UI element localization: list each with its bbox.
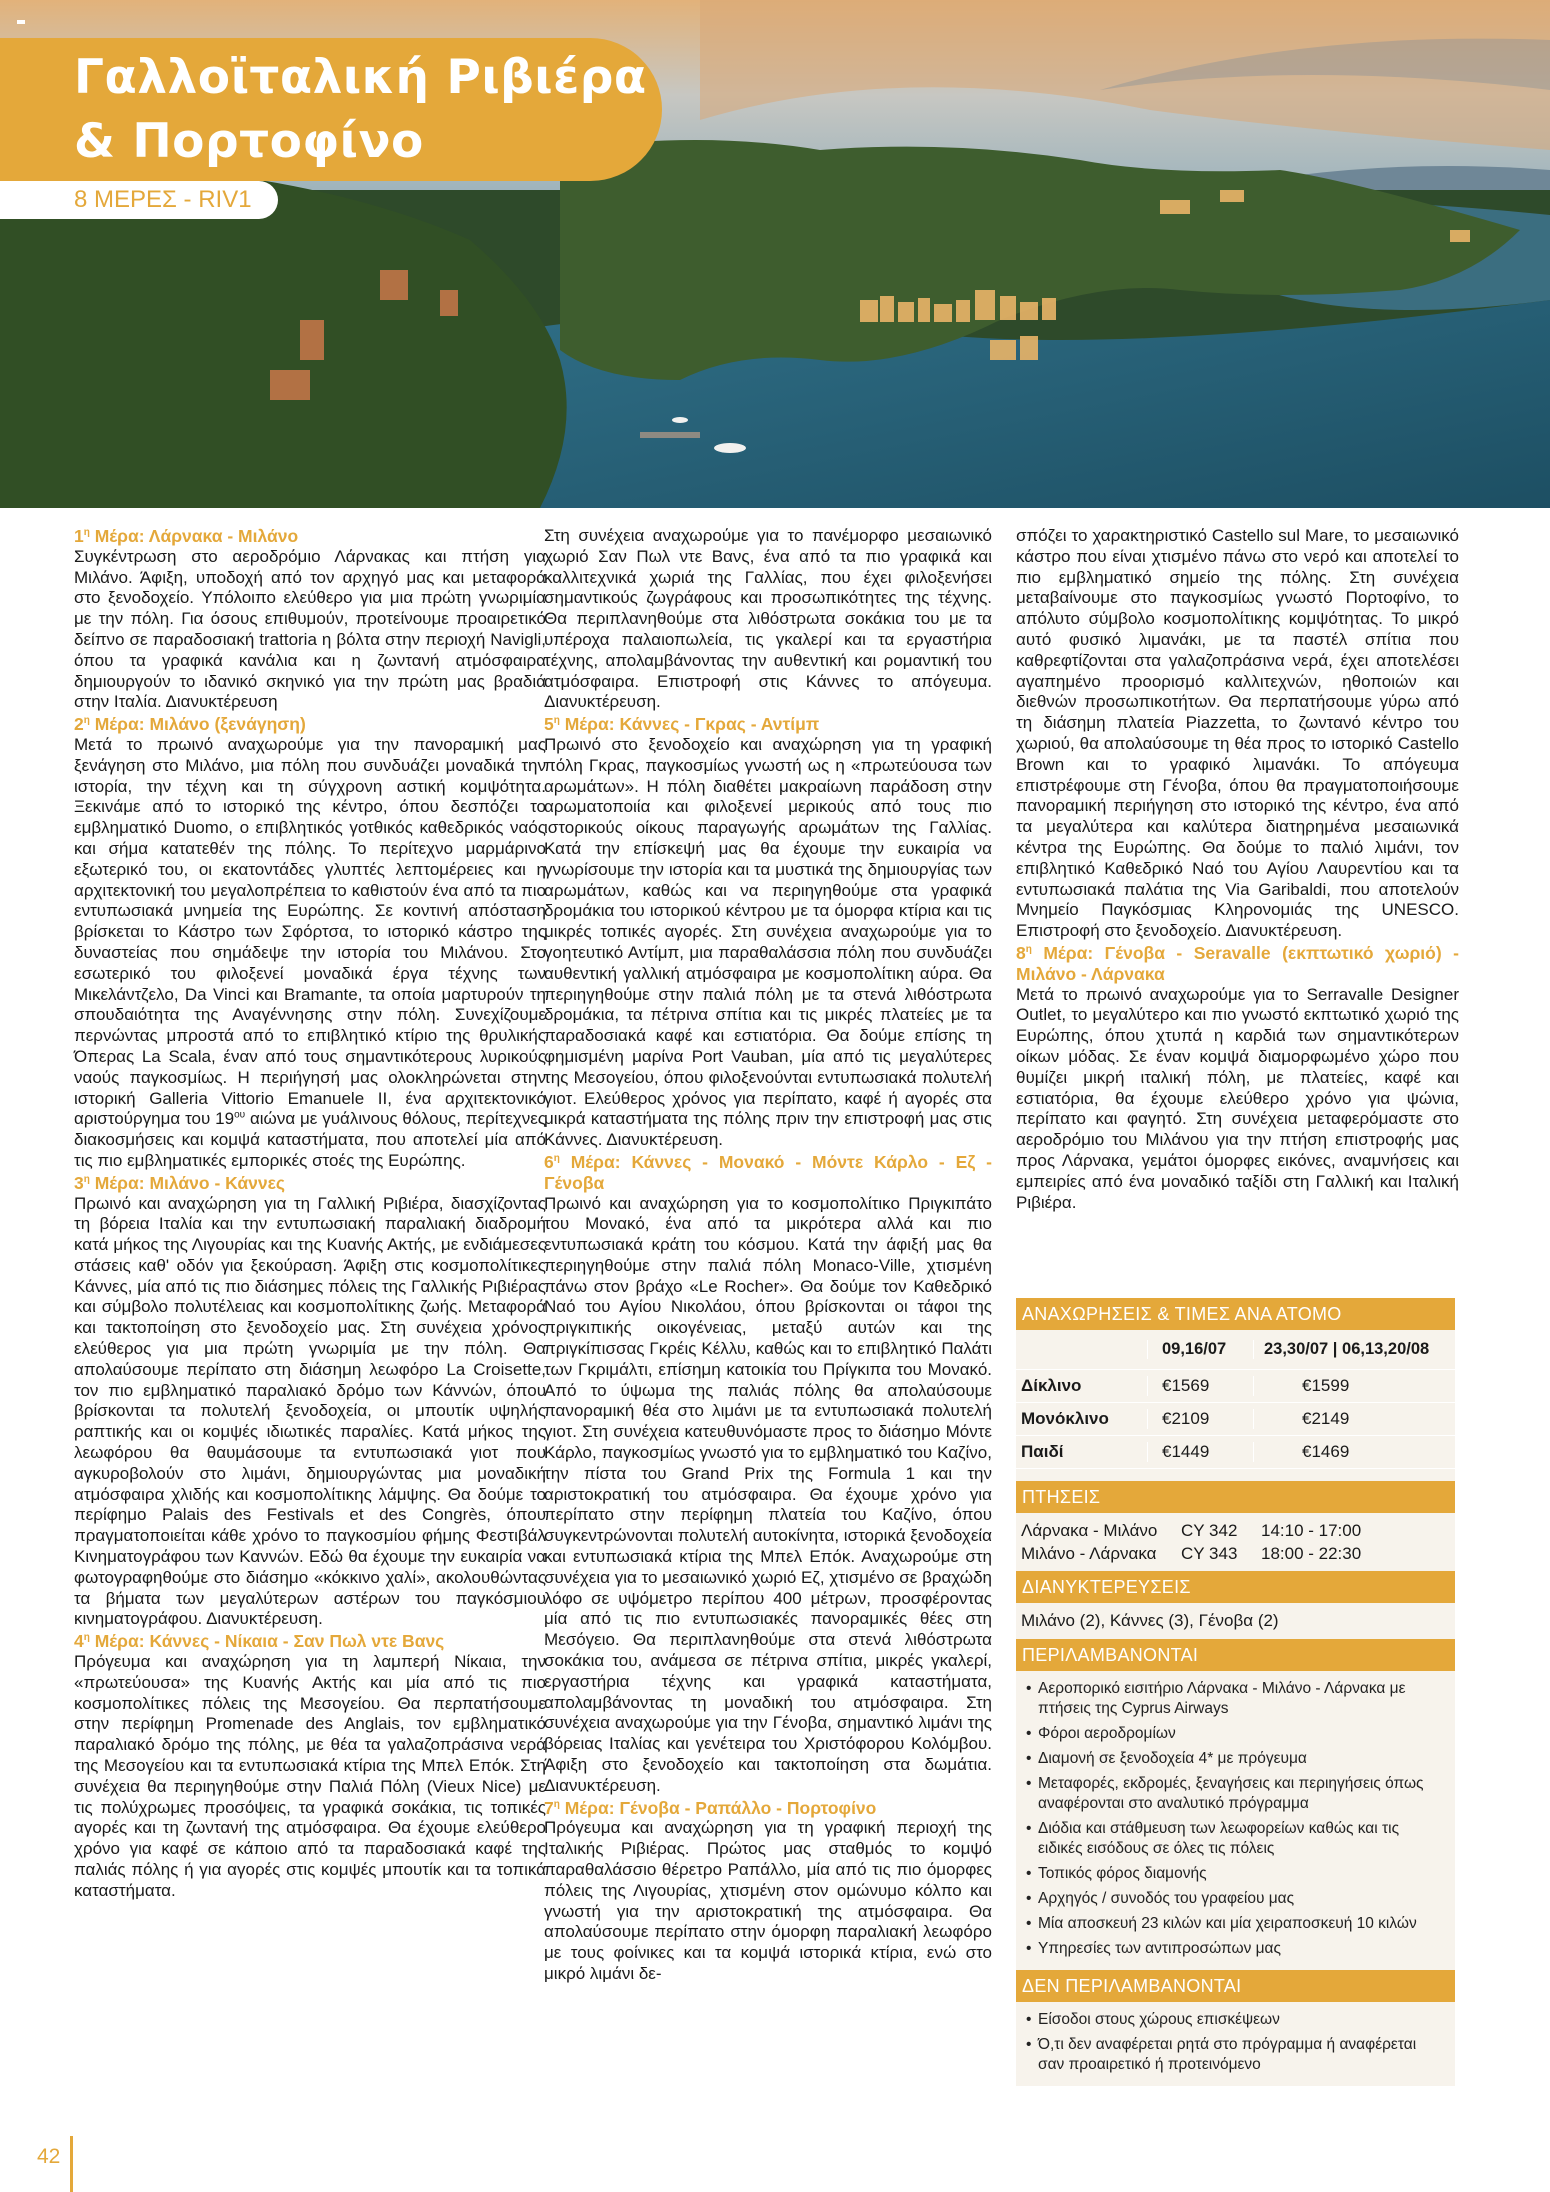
price-value: €1449 [1147, 1442, 1253, 1462]
price-value: €2109 [1147, 1409, 1253, 1429]
day-3-heading [74, 1173, 546, 1194]
flight-route: Λάρνακα - Μιλάνο [1021, 1521, 1158, 1540]
price-header-dates-a: 09,16/07 [1147, 1340, 1253, 1359]
price-value: €1569 [1147, 1376, 1253, 1396]
century-ordinal: ου [234, 1109, 246, 1121]
day-ordinal: η [553, 1798, 560, 1810]
day-title: Μέρα: Μιλάνο - Κάννες [89, 1172, 286, 1193]
price-value: €1599 [1253, 1376, 1455, 1396]
flight-code: CY 342 [1181, 1521, 1238, 1540]
itinerary-column-2 [544, 526, 992, 1986]
day-number: 3 [74, 1172, 84, 1193]
day-number: 1 [74, 526, 84, 546]
included-heading: ΠΕΡΙΛΑΜΒΑΝΟΝΤΑΙ [1016, 1639, 1455, 1671]
day-number: 6 [544, 1151, 554, 1172]
day-title: Μέρα: Μιλάνο (ξενάγηση) [89, 714, 306, 735]
included-item: • Μία αποσκευή 23 κιλών και μία χειραποσκευή 10 κιλών [1026, 1914, 1445, 1934]
price-value: €1469 [1253, 1442, 1455, 1462]
itinerary-column-1 [74, 526, 546, 1903]
day-4-heading [74, 1631, 546, 1652]
day-ordinal: η [83, 715, 90, 727]
included-item: • Αεροπορικό εισιτήριο Λάρνακα - Μιλάνο - Λάρνακα με πτήσεις της Cyprus Airways [1026, 1679, 1445, 1719]
overnights-text: Μιλάνο (2), Κάννες (3), Γένοβα (2) [1016, 1603, 1455, 1639]
day-2-text [74, 735, 546, 1172]
day-title: Μέρα: Γένοβα - Seravalle (εκπτωτικό χωριό) - Μιλάνο - Λάρνακα [1016, 942, 1459, 984]
day-ordinal: η [553, 715, 560, 727]
not-included-list [1016, 2002, 1455, 2086]
day-ordinal: η [83, 1632, 90, 1644]
page-number-rule [70, 2136, 73, 2192]
flight-time: 14:10 - 17:00 [1261, 1521, 1362, 1540]
flights-heading: ΠΤΗΣΕΙΣ [1016, 1481, 1455, 1513]
day-8-text: Μετά το πρωινό αναχωρούμε για το Serravalle Designer Outlet, το μεγαλύτερο και πιο γνωστό εκπτωτικό χωριό της Ευρώπης, όπου χτυπά η καρδιά των σημαντικότερων οίκων μόδας. Σε έναν κομψά διαμορφωμένο χώρο που θυμίζει μικρή ιταλική πόλη, με πλατείες, καφέ και εστιατόρια, θα έχουμε ελεύθερο χρόνο για ψώνια, περίπατο και φαγητό. Στη συνέχεια μεταφερόμαστε στο αεροδρόμιο του Μιλάνου για την πτήση επιστροφής μας προς Λάρνακα, γεμάτοι όμορφες εικόνες, αναμνήσεις και εμπειρίες από ένα μοναδικό ταξίδι στη Γαλλική και Ιταλική Ριβιέρα. [1016, 984, 1459, 1212]
title-banner [0, 38, 662, 181]
price-header-dates-b: 23,30/07 | 06,13,20/08 [1253, 1340, 1455, 1359]
trip-info-panel [1016, 1298, 1455, 2086]
day-title: Μέρα: Γένοβα - Ραπάλλο - Πορτοφίνο [559, 1797, 877, 1818]
flight-route: Μιλάνο - Λάρνακα [1021, 1544, 1157, 1563]
day-5-text: Πρωινό στο ξενοδοχείο και αναχώρηση για τη γραφική πόλη Γκρας, παγκοσμίως γνωστή ως η «πρωτεύουσα των αρωμάτων». Η πόλη διαθέτει μακραίωνη παράδοση στην αρωματοποιία και φιλοξενεί μερικούς από τους πιο ιστορικούς οίκους παραγωγής αρωμάτων της Γαλλίας. Κατά την επίσκεψή μας θα έχουμε την ευκαιρία να γνωρίσουμε την ιστορία και τα μυστικά της δημιουργίας των αρωμάτων, καθώς και να περιηγηθούμε στα γραφικά δρομάκια του ιστορικού κέντρου με τα όμορφα κτίρια και τις μικρές τοπικές αγορές. Στη συνέχεια αναχωρούμε για το γοητευτικό Αντίμπ, μια παραθαλάσσια πόλη που συνδυάζει αυθεντική γαλλική ατμόσφαιρα με κοσμοπολίτικη αύρα. Θα περιηγηθούμε στην παλιά πόλη με τα στενά λιθόστρωτα δρομάκια, τα πέτρινα σπίτια και τις μικρές πλατείες με τα παραδοσιακά καφέ και εστιατόρια. Θα δούμε επίσης τη φημισμένη μαρίνα Port Vauban, μία από τις μεγαλύτερες της Μεσογείου, όπου φιλοξενούνται εντυπωσιακά πολυτελή γιοτ. Ελεύθερος χρόνος για περίπατο, καφέ ή αγορές στα μικρά καταστήματα της πόλης πριν την επιστροφή μας στις Κάννες. Διανυκτέρευση. [544, 734, 992, 1150]
price-value: €2149 [1253, 1409, 1455, 1429]
not-included-item: • Ό,τι δεν αναφέρεται ρητά στο πρόγραμμα ή αναφέρεται σαν προαιρετικό ή προτεινόμενο [1026, 2035, 1445, 2075]
tour-code-badge: 8 ΜΕΡΕΣ - RIV1 [0, 181, 278, 219]
corner-mark [17, 20, 25, 24]
day-title: Μέρα: Κάννες - Νίκαια - Σαν Πωλ ντε Βανς [89, 1631, 445, 1652]
price-row-single [1016, 1403, 1455, 1436]
included-list [1016, 1671, 1455, 1970]
day-number: 2 [74, 714, 84, 735]
prices-heading: ΑΝΑΧΩΡΗΣΕΙΣ & ΤΙΜΕΣ ΑΝΑ ΑΤΟΜΟ [1016, 1298, 1455, 1330]
price-table [1016, 1330, 1455, 1469]
flight-row [1021, 1519, 1455, 1542]
included-item: • Διαμονή σε ξενοδοχεία 4* με πρόγευμα [1026, 1749, 1445, 1769]
included-item: • Αρχηγός / συνοδός του γραφείου μας [1026, 1889, 1445, 1909]
page-number: 42 [37, 2145, 61, 2168]
spacer [1016, 1469, 1455, 1481]
day-2-heading [74, 714, 546, 735]
flight-code: CY 343 [1181, 1544, 1238, 1563]
price-row-child [1016, 1436, 1455, 1469]
day-number: 7 [544, 1797, 554, 1818]
day-2-text-part-1: Μετά το πρωινό αναχωρούμε για την πανοραμική μας ξενάγηση στο Μιλάνο, μια πόλη που συνδυάζει μοναδικά την ιστορία, την τέχνη και τη σύγχρονη αστική κομψότητα. Ξεκινάμε από το ιστορικό της κέντρο, όπου δεσπόζει το εμβληματικό Duomo, ο επιβλητικός γοτθικός καθεδρικός ναός και σήμα κατατεθέν της πόλης. Το περίτεχνο μαρμάρινο εξωτερικό του, οι εκατοντάδες γλυπτές λεπτομέρειες και η αρχιτεκτονική του μεγαλοπρέπεια το καθιστούν ένα από τα πιο εντυπωσιακά μνημεία της Ευρώπης. Σε κοντινή απόσταση βρίσκεται το Κάστρο των Σφόρτσα, το ιστορικό κάστρο της δυναστείας που σημάδεψε την ιστορία του Μιλάνου. Στο εσωτερικό του φιλοξενεί μοναδικά έργα τέχνης των Μικελάντζελο, Da Vinci και Bramante, τα οποία μαρτυρούν τη σπουδαιότητα της Αναγέννησης στην πόλη. Συνεχίζουμε περνώντας μπροστά από το επιβλητικό κτίριο της θρυλικής Όπερας La Scala, έναν από τους σημαντικότερους λυρικούς ναούς παγκοσμίως. Η περιήγησή μας ολοκληρώνεται στην ιστορική Galleria Vittorio Emanuele II, ένα αρχιτεκτονικό αριστούργημα του 19 [74, 734, 546, 1129]
day-4-text-continued: Στη συνέχεια αναχωρούμε για το πανέμορφο μεσαιωνικό χωριό Σαν Πωλ ντε Βανς, ένα από τα πιο γραφικά και καλλιτεχνικά χωριά της Γαλλίας, που έχει φιλοξενήσει σημαντικούς ζωγράφους και προσωπικότητες της τέχνης. Θα περιπλανηθούμε στα λιθόστρωτα σοκάκια του με τα υπέροχα παλαιοπωλεία, τις γκαλερί και τα εργαστήρια τέχνης, απολαμβάνοντας την αυθεντική και ρομαντική του ατμόσφαιρα. Επιστροφή στις Κάννες το απόγευμα. Διανυκτέρευση. [544, 526, 992, 712]
overnights-heading: ΔΙΑΝΥΚΤΕΡΕΥΣΕΙΣ [1016, 1571, 1455, 1603]
included-item: • Φόροι αεροδρομίων [1026, 1724, 1445, 1744]
day-7-text: Πρόγευμα και αναχώρηση για τη γραφική περιοχή της Ιταλικής Ριβιέρας. Πρώτος μας σταθμός το κομψό παραθαλάσσιο θέρετρο Ραπάλλο, μία από τις πιο όμορφες πόλεις της Λιγουρίας, χτισμένη στον ομώνυμο κόλπο και γνωστή για την αριστοκρατική της ατμόσφαιρα. Θα απολαύσουμε περίπατο στην όμορφη παραλιακή λεωφόρο με τους φοίνικες και τα κομψά ιστορικά κτίρια, ενώ στο μικρό λιμάνι δε- [544, 1818, 992, 1983]
day-4-text: Πρόγευμα και αναχώρηση για τη λαμπερή Νίκαια, την «πρωτεύουσα» της Κυανής Ακτής και μία από τις πιο κοσμοπολίτικες πόλεις της Μεσογείου. Θα περπατήσουμε στην περίφημη Promenade des Anglais, τον εμβληματικό παραλιακό δρόμο της πόλης, με θέα τα γαλαζοπράσινα νερά της Μεσογείου και τα εντυπωσιακά κτίρια της Μπελ Επόκ. Στη συνέχεια θα περιηγηθούμε στην Παλιά Πόλη (Vieux Nice) με τις πολύχρωμες προσόψεις, τα γραφικά σοκάκια, τις τοπικές αγορές και τη ζωντανή της ατμόσφαιρα. Θα έχουμε ελεύθερο χρόνο για καφέ σε κάποιο από τα παραδοσιακά καφέ της παλιάς πόλης ή για αγορές στις κομψές μπουτίκ και τα τοπικά καταστήματα. [74, 1652, 546, 1900]
day-title: Μέρα: Λάρνακα - Μιλάνο [89, 526, 299, 546]
flight-row [1021, 1542, 1455, 1565]
day-6-text: Πρωινό και αναχώρηση για το κοσμοπολίτικο Πριγκιπάτο του Μονακό, ένα από τα μικρότερα αλλά και πιο εντυπωσιακά κράτη του κόσμου. Κατά την άφιξή μας θα περιηγηθούμε στην παλιά πόλη Monaco-Ville, χτισμένη πάνω στον βράχο «Le Rocher». Θα δούμε τον Καθεδρικό Ναό του Αγίου Νικολάου, όπου βρίσκονται οι τάφοι της πριγκιπικής οικογένειας, μεταξύ αυτών και της πριγκίπισσας Γκρέις Κέλλυ, καθώς και το επιβλητικό Παλάτι των Γκριμάλτι, επίσημη κατοικία του Πρίγκιπα του Μονακό. Από το ύψωμα της παλιάς πόλης θα απολαύσουμε πανοραμική θέα στο λιμάνι με τα εντυπωσιακά πολυτελή γιοτ. Στη συνέχεια κατευθυνόμαστε προς το διάσημο Μόντε Κάρλο, παγκοσμίως γνωστό για το εμβληματικό του Καζίνο, την πίστα του Grand Prix της Formula 1 και την αριστοκρατική του ατμόσφαιρα. Θα έχουμε χρόνο για περίπατο στην περίφημη πλατεία του Καζίνο, όπου συγκεντρώνονται πολυτελή αυτοκίνητα, ιστορικά ξενοδοχεία και εντυπωσιακά κτίρια της Μπελ Επόκ. Αναχωρούμε στη συνέχεια για το μεσαιωνικό χωριό Εζ, χτισμένο σε βραχώδη λόφο σε υψόμετρο περίπου 400 μέτρων, προσφέροντας μία από τις πιο εντυπωσιακές πανοραμικές θέες στη Μεσόγειο. Θα περιπλανηθούμε στα στενά λιθόστρωτα σοκάκια του, ανάμεσα σε πέτρινα σπίτια, μικρές γκαλερί, εργαστήρια τέχνης και γραφικά καταστήματα, απολαμβάνοντας τη μοναδική του ατμόσφαιρα. Στη συνέχεια αναχωρούμε για την Γένοβα, σημαντικό λιμάνι της βόρειας Ιταλίας και γενέτειρα του Χριστόφορου Κολόμβου. Άφιξη στο ξενοδοχείο και τακτοποίηση στα δωμάτια. Διανυκτέρευση. [544, 1193, 993, 1795]
day-1-heading [74, 526, 546, 547]
included-item: • Διόδια και στάθμευση των λεωφορείων καθώς και τις ειδικές εισόδους σε όλες τις πόλεις [1026, 1819, 1445, 1859]
included-item: • Υπηρεσίες των αντιπροσώπων μας [1026, 1939, 1445, 1959]
day-5-heading [544, 714, 992, 735]
day-3-text: Πρωινό και αναχώρηση για τη Γαλλική Ριβιέρα, διασχίζοντας τη βόρεια Ιταλία και την εντυπωσιακή παραλιακή διαδρομή κατά μήκος της Λιγουρίας και της Κυανής Ακτής, με ενδιάμεσες στάσεις καθ' οδόν για ξεκούραση. Άφιξη στις κοσμοπολίτικες Κάννες, μία από τις πιο διάσημες πόλεις της Γαλλικής Ριβιέρας και σύμβολο πολυτέλειας και κοσμοπολίτικης ζωής. Μεταφορά και τακτοποίηση στο ξενοδοχείο μας. Στη συνέχεια χρόνος ελεύθερος για μια πρώτη γνωριμία με την πόλη. Θα απολαύσουμε περίπατο στη διάσημη λεωφόρο La Croisette, τον πιο εμβληματικό παραλιακό δρόμο των Κάννών, όπου βρίσκονται τα πολυτελή ξενοδοχεία, οι μπουτίκ υψηλής ραπτικής και οι κομψές ιδιωτικές παραλίες. Κατά μήκος της λεωφόρου θα θαυμάσουμε τα εντυπωσιακά γιοτ που αγκυροβολούν στο λιμάνι, δημιουργώντας μια μοναδική ατμόσφαιρα χλιδής και κοσμοπολίτικης λάμψης. Θα δούμε το περίφημο Palais des Festivals et des Congrès, όπου πραγματοποιείται κάθε χρόνο το παγκοσμίου φήμης Φεστιβάλ Κινηματογράφου των Καννών. Εδώ θα έχουμε την ευκαιρία να φωτογραφηθούμε στο διάσημο «κόκκινο χαλί», ακολουθώντας τα βήματα των μεγαλύτερων αστέρων του παγκόσμιου κινηματογράφου. Διανυκτέρευση. [74, 1193, 546, 1629]
page-title-line-2: & Πορτοφίνο [74, 114, 424, 169]
day-7-heading [544, 1798, 992, 1819]
day-2-text-part-2: αιώνα με γυάλινους θόλους, περίτεχνες διακοσμήσεις και κομψά καταστήματα, που αποτελεί μία από τις πιο εμβληματικές εμπορικές στοές της Ευρώπης. [74, 1109, 547, 1170]
day-8-heading [1016, 943, 1459, 985]
day-title: Μέρα: Κάννες - Μονακό - Μόντε Κάρλο - Εζ - Γένοβα [544, 1151, 992, 1193]
day-ordinal: η [553, 1153, 560, 1165]
hero-photo [0, 0, 1550, 508]
page-title-line-1: Γαλλοϊταλική Ριβιέρα [74, 50, 647, 105]
day-number: 4 [74, 1631, 84, 1652]
day-ordinal: η [1025, 944, 1032, 956]
not-included-heading: ΔΕΝ ΠΕΡΙΛΑΜΒΑΝΟΝΤΑΙ [1016, 1970, 1455, 2002]
day-6-heading [544, 1152, 992, 1194]
flight-time: 18:00 - 22:30 [1261, 1544, 1362, 1563]
room-type-label: Μονόκλινο [1021, 1409, 1109, 1428]
day-7-text-continued: σπόζει το χαρακτηριστικό Castello sul Mare, το μεσαιωνικό κάστρο που είναι χτισμένο πάνω στο νερό και αποτελεί το πιο εμβληματικό σημείο της πόλης. Στη συνέχεια μεταβαίνουμε στο παγκοσμίως γνωστό Πορτοφίνο, το απόλυτο σύμβολο κοσμοπολίτικης κομψότητας. Το μικρό αυτό φυσικό λιμανάκι, με τα παστέλ σπίτια που καθρεφτίζονται στα γαλαζοπράσινα νερά, έχει αποτελέσει αγαπημένο προορισμό καλλιτεχνών, ηθοποιών και διεθνών προσωπικοτήτων. Θα περπατήσουμε γύρω από τη διάσημη πλατεία Piazzetta, το ζωντανό κέντρο του χωριού, θα απολαύσουμε τη θέα προς το ιστορικό Castello Brown και το γραφικό λιμανάκι. Το απόγευμα επιστρέφουμε στη Γένοβα, όπου θα πραγματοποιήσουμε πανοραμική περιήγηση στο ιστορικό της κέντρο, ένα από τα μεγαλύτερα και καλύτερα διατηρημένα μεσαιωνικά κέντρα της Ευρώπης. Θα δούμε το παλιό λιμάνι, τον επιβλητικό Καθεδρικό Ναό του Αγίου Λαυρεντίου και τα εντυπωσιακά παλάτια της Via Garibaldi, που αποτελούν Μνημείο Παγκόσμιας Κληρονομιάς της UNESCO. Επιστροφή στο ξενοδοχείο. Διανυκτέρευση. [1016, 526, 1459, 941]
included-item: • Τοπικός φόρος διαμονής [1026, 1864, 1445, 1884]
room-type-label: Παιδί [1021, 1442, 1064, 1461]
day-ordinal: η [83, 527, 90, 539]
day-number: 5 [544, 714, 554, 735]
not-included-item: • Είσοδοι στους χώρους επισκέψεων [1026, 2010, 1445, 2030]
price-row-double [1016, 1370, 1455, 1403]
day-title: Μέρα: Κάννες - Γκρας - Αντίμπ [559, 714, 820, 735]
day-ordinal: η [83, 1173, 90, 1185]
day-number: 8 [1016, 942, 1026, 963]
itinerary-column-3 [1016, 526, 1459, 1214]
price-table-header [1016, 1330, 1455, 1370]
flights-list [1016, 1513, 1455, 1571]
room-type-label: Δίκλινο [1021, 1376, 1082, 1395]
day-1-text: Συγκέντρωση στο αεροδρόμιο Λάρνακας και πτήση για Μιλάνο. Άφιξη, υποδοχή από τον αρχηγό μας και μεταφορά στο ξενοδοχείο. Υπόλοιπο ελεύθερο για μια πρώτη γνωριμία με την πόλη. Για όσους επιθυμούν, προτείνουμε προαιρετικό δείπνο σε παραδοσιακή trattoria η βόλτα στην περιοχή Navigli, όπου τα γραφικά κανάλια και η ζωντανή ατμόσφαιρα δημιουργούν το ιδανικό σκηνικό για την πρώτη μας βραδιά στην Ιταλία. Διανυκτέρευση [74, 546, 546, 712]
included-item: • Μεταφορές, εκδρομές, ξεναγήσεις και περιηγήσεις όπως αναφέρονται στο αναλυτικό πρόγραμμα [1026, 1774, 1445, 1814]
